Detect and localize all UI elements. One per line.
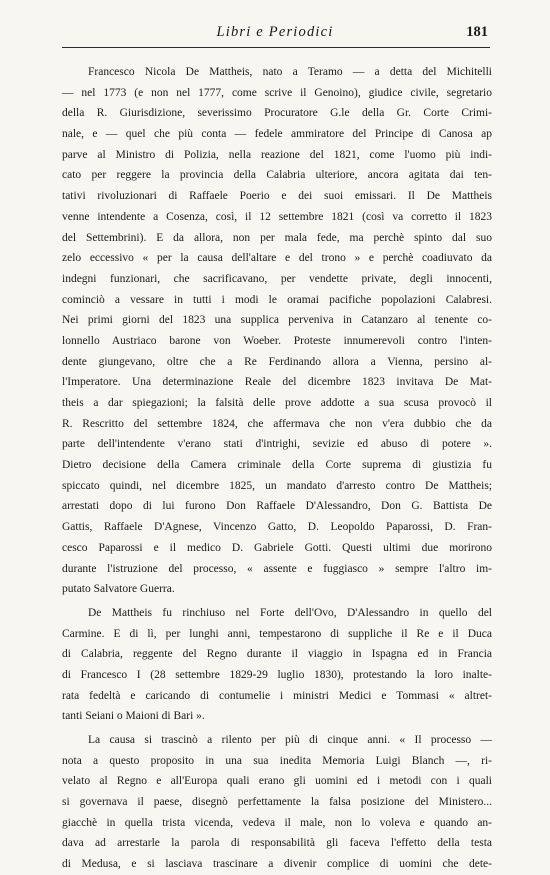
text-line: velato al Regno e all'Europa quali erano gli uomini ed i metodi con i quali [62,775,492,788]
text-line: cominciò a vessare in tutti i modi le oramai pacifiche popolazioni Calabresi. [62,293,492,306]
text-line: di Calabria, reggente del Regno durante il viaggio in Ispagna ed in Francia [62,648,492,661]
body-text [62,62,492,875]
text-line: dava ad arrestarle la parola di responsabilità gli faceva l'effetto della testa [62,837,492,850]
text-line: nota a questo proposito in una sua inedita Memoria Luigi Blanch —, ri- [62,754,492,767]
text-line: Nei primi giorni del 1823 una supplica perveniva in Catanzaro al tenente co- [62,314,492,327]
text-line: Gattis, Raffaele D'Agnese, Vincenzo Gatto, D. Leopoldo Paparossi, D. Fran- [62,521,492,534]
text-line: lonnello Austriaco barone von Woeber. Proteste innumerevoli contro l'inten- [62,334,492,347]
text-line: Carmine. E di lì, per lunghi anni, tempestarono di suppliche il Re e il Duca [62,627,492,640]
paragraph [62,730,492,875]
paragraph [62,603,492,727]
text-line: l'Imperatore. Una determinazione Reale del dicembre 1823 invitava De Mat- [62,376,492,389]
text-line: rata fedeltà e caricando di contumelie i ministri Medici e Tommasi « altret- [62,689,492,702]
running-head [0,24,550,46]
text-line: del Settembrini). E da allora, non per mala fede, ma perchè spinto dal suo [62,231,492,244]
text-line: dente giungevano, oltre che a Re Ferdinando allora a Vienna, persino al- [62,355,492,368]
text-line: zelo eccessivo « per la causa dell'altare e del trono » e perchè coadiuvato da [62,252,492,265]
text-line: indegni funzionari, che sacrificavano, per vendette private, degli innocenti, [62,272,492,285]
text-line: arrestati dopo di lui furono Don Raffaele D'Alessandro, Don G. Battista De [62,500,492,513]
text-line: Francesco Nicola De Mattheis, nato a Teramo — a detta del Michitelli [88,66,492,78]
header-rule [62,47,490,48]
text-line: parve al Ministro di Polizia, nella reazione del 1821, come l'uomo più indi- [62,148,492,161]
text-line: theis a dar spiegazioni; la falsità delle prove addotte a sua scusa provocò il [62,397,492,409]
text-line: nale, e — quel che più conta — fedele ammiratore del Principe di Canosa ap [62,128,492,141]
text-line: Dietro decisione della Camera criminale della Corte suprema di giustizia fu [62,459,492,472]
text-line: di Francesco I (28 settembre 1829-29 luglio 1830), protestando la loro inalte- [62,668,492,681]
text-line: si governava il paese, disegnò perfettamente la falsa posizione del Ministero... [62,796,492,809]
text-line: putato Salvatore Guerra. [62,583,175,596]
text-line: di Medusa, e si lasciava trascinare a divenir complice di uomini che dete- [62,858,492,871]
text-line: cesco Paparossi e il medico D. Gabriele Gotti. Questi ultimi due morirono [62,541,492,554]
text-line: — nel 1773 (e non nel 1777, come scrive il Genoino), giudice civile, segretario [62,86,492,99]
text-line: R. Rescritto del settembre 1824, che affermava che non v'era dubbio che da [62,417,492,430]
text-line: spiccato quindi, nel dicembre 1825, un mandato d'arresto contro De Mattheis; [62,479,492,492]
page-number: 181 [466,24,488,40]
text-line: cato per reggere la provincia della Calabria ulteriore, ancora agitata dai ten- [62,169,492,182]
text-line: parte dell'intendente v'erano stati d'intrighi, sevizie ed abuso di potere ». [62,438,492,451]
text-line: tativi rivoluzionari di Raffaele Poerio e dei suoi emissari. Il De Mattheis [62,190,492,203]
text-line: La causa si trascinò a rilento per più di cinque anni. « Il processo — [88,734,492,746]
running-title: Libri e Periodici [216,24,334,40]
text-line: tanti Seiani o Maioni di Bari ». [62,710,205,723]
text-line: De Mattheis fu rinchiuso nel Forte dell'Ovo, D'Alessandro in quello del [88,606,492,619]
text-line: della R. Giurisdizione, severissimo Procuratore G.le della Gr. Corte Crimi- [62,107,492,120]
text-line: giacchè in quella trista vicenda, vedeva il male, non lo voleva e quando an- [62,816,492,829]
text-line: venne intendente a Cosenza, così, il 12 settembre 1821 (così va corretto il 1823 [62,210,492,223]
text-line: durante l'istruzione del processo, « assente e fuggiasco » sempre l'altro im- [62,562,492,575]
paragraph [62,62,492,600]
